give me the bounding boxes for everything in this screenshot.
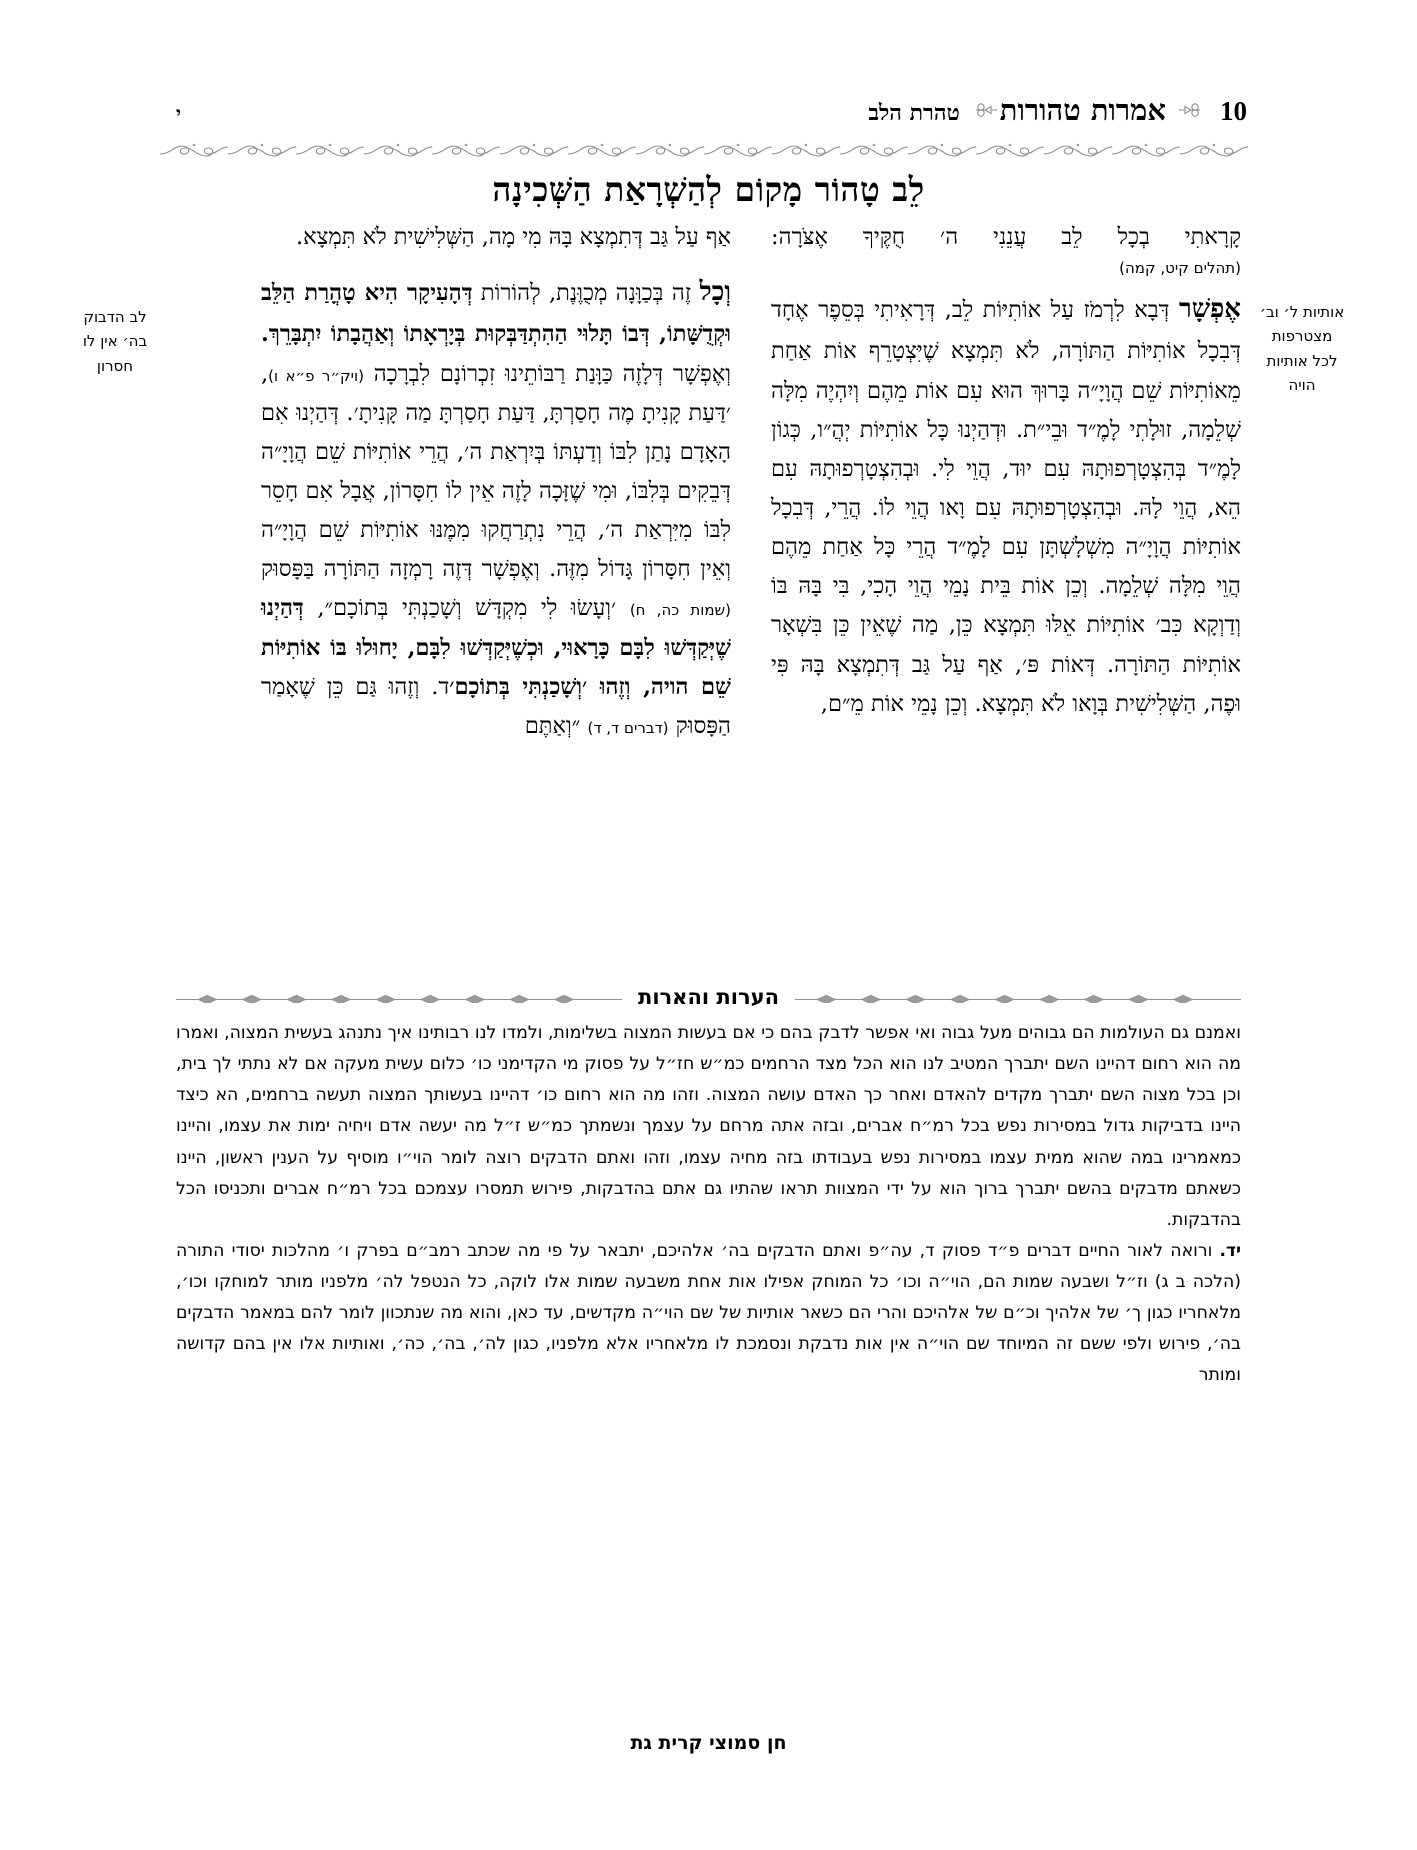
book-title: אמרות טהורות bbox=[999, 93, 1166, 127]
paragraph-left-2-bold-2: דְּהַיְנוּ שֶׁיְּקַדְּשׁוּ לִבָּם כָּרָאוּי, וּכְשֶׁיְּקַדְּשׁוּ לִבָּם, יָחוּלוּ בּוֹ אוֹתִיּוֹת שֵׁם הויה, וְזֶהוּ ׳וְשָׁכַנְתִּי בְּתוֹכָם׳ bbox=[261, 595, 731, 700]
citation-vayikra-rabbah: (ויק״ר פ״א ו) bbox=[268, 366, 364, 385]
flower-divider-icon bbox=[1178, 100, 1204, 122]
opening-verse: קָרָאתִי בְכָל לֵב עֲנֵנִי ה׳ חֻקֶּיךָ אֶצֹּרָה: bbox=[771, 224, 1241, 250]
margin-note-left: לב הדבוק בה׳ אין לו חסרון bbox=[82, 308, 148, 375]
note-marker-yud-dalet: יד. bbox=[1219, 1240, 1242, 1261]
paragraph-left-2-a: זֶה בְּכַוָּנָה מְכֻוֶּנֶת, לְהוֹרוֹת bbox=[472, 280, 700, 307]
page-footer: חן סמוצי קרית גת bbox=[630, 1732, 787, 1754]
paragraph-left-2-f: ״וְאַתֶּם bbox=[524, 712, 588, 739]
paragraph-right-1-text: דְּבָא לִרְמֹז עַל אוֹתִיּוֹת לֵב, דְּרָאִיתִי בְּסֵפֶר אֶחָד דְּבִכָל אוֹתִיּוֹת הַתּוֹרָה, לֹא תִּמְצָא שֶׁיִּצְטָרֵף אוֹת אַחַת מֵאוֹתִיּוֹת שֵׁם הֲוָיָ״ה בָּרוּךְ הוּא עִם אוֹת מֵהֶם וְיִהְיֶה מִלָּה שְׁלֵמָה, זוּלָתִי לָמֶ״ד וּבֵי״ת. וּדְהַיְנוּ כָּל אוֹתִיּוֹת יְהֲ״ו, כְּגוֹן לָמֶ״ד בְּהִצְטָרְפוּתָהּ עִם יוּד, הֲוֵי לִי. וּבְהִצְטָרְפוּתָהּ עִם הֵא, הֲוֵי לָהּ. וּבְהִצְטָרְפוּתָהּ עִם וָאו הֲוֵי לוֹ. הֲרֵי, דְּבִכָל אוֹתִיּוֹת הֲוָיָ״ה מִשְׁלָשְׁתָּן עִם לָמֶ״ד הֲרֵי כָּל אַחַת מֵהֶם הֲוֵי מִלָּה שְׁלֵמָה. וְכֵן אוֹת בֵּית נָמֵי הֲוֵי הָכִי, בִּי בָּהּ בּוֹ וְדַוְקָא כִּב׳ אוֹתִיּוֹת אֵלּוּ תִּמְצָא כֵּן, מַה שֶׁאֵין כֵּן בִּשְׁאָר אוֹתִיּוֹת הַתּוֹרָה. דְּאוֹת פּ׳, אַף עַל גַּב דְּתִמְצָא בָּהּ פִּי וּפֶה, הַשְּׁלִישִׁית בְּוָאו לֹא תִּמְצָא. וְכֵן נָמֵי אוֹת מֵ״ם, bbox=[771, 297, 1241, 717]
page-header bbox=[170, 93, 1247, 140]
lead-word-efshar: אֶפְשָׁר bbox=[1178, 294, 1241, 325]
notes-title: הערות והארות bbox=[637, 985, 780, 1009]
decorative-divider bbox=[160, 140, 1257, 166]
notes-body bbox=[176, 1018, 1241, 1392]
siman-mark: י bbox=[176, 103, 181, 125]
page-number: 10 bbox=[1220, 96, 1247, 126]
flower-divider-icon-2 bbox=[972, 100, 998, 122]
verse-citation: (תהלים קיט, קמה) bbox=[1119, 259, 1241, 278]
paragraph-right-1 bbox=[771, 287, 1241, 724]
citation-devarim: (דברים ד, ד) bbox=[587, 718, 669, 737]
notes-rule-left bbox=[176, 992, 622, 1003]
lead-word-vechol: וְכָל bbox=[699, 277, 731, 308]
paragraph-left-2 bbox=[261, 270, 731, 746]
paragraph-left-2-c: , ׳דַּעַת קָנִיתָ מֶה חָסַרְתָּ, דַּעַת חָסַרְתָּ מַה קָּנִיתָ׳. דְּהַיְנוּ אִם הָאָדָם נָתַן לִבּוֹ וְדַעְתּוֹ בְּיִרְאַת ה׳, הֲרֵי אוֹתִיּוֹת שֵׁם הֲוָיָ״ה דְּבֵקִים בְּלִבּוֹ, וּמִי שֶׁזָּכָה לָזֶה אֵין לוֹ חִסָּרוֹן, אֲבָל אִם חָסֵר לִבּוֹ מִיִּרְאַת ה׳, הֲרֵי נִתְרַחֲקוּ מִמֶּנּוּ אוֹתִיּוֹת שֵׁם הֲוָיָ״ה וְאֵין חִסָּרוֹן גָּדוֹל מִזֶּה. וְאֶפְשָׁר דְּזֶה רָמְזָה הַתּוֹרָה בַּפָּסוּק bbox=[261, 360, 731, 583]
note-paragraph-2-wrapper bbox=[176, 1236, 1241, 1392]
paragraph-left-2-bold-1: דְּהָעִיקָר הִיא טָהֳרַת הַלֵּב וּקְדֻשָּׁתוֹ, דְּבוֹ תָּלוּי הַהִתְדַּבְּקוּת בְּיָרְאָתוֹ וְאַהֲבָתוֹ יִתְבָּרֵךְ. bbox=[261, 280, 731, 348]
column-left bbox=[261, 218, 731, 958]
paragraph-left-2-d: ׳וְעָשׂוּ לִי מִקְדָּשׁ וְשָׁכַנְתִּי בְּתוֹכָם״, bbox=[303, 595, 630, 622]
column-right bbox=[771, 218, 1241, 958]
page-title: לֵב טָהוֹר מָקוֹם לְהַשְׁרָאַת הַשְּׁכִינָה bbox=[492, 170, 925, 209]
note-paragraph-2: ורואה לאור החיים דברים פ״ד פסוק ד, עה״פ ואתם הדבקים בה׳ אלהיכם, יתבאר על פי מה שכתב רמב״ם בפרק ו׳ מהלכות יסודי התורה (הלכה ב ג) וז״ל ושבעה שמות הם, הוי״ה וכו׳ כל המוחק אפילו אות אחת משבעה שמות אלו לוקה, כל הנטפל לה׳ מלפניו מותר למוחקו וכו׳, מלאחריו כגון ך׳ של אלהיך וכ״ם של אלהיכם והרי הם כשאר אותיות של שם הוי״ה מקדשים, עד כאן, והוא מה שנתכוון לומר להם במאמר הדבקים בה׳, פירוש ולפי ששם זה המיוחד שם הוי״ה אין אות נדבקת ונסמכת לו מלאחריו אלא מלפניו, כגון לה׳, בה׳, כה׳, ואותיות אלו אין בהם קדושה ומותר bbox=[176, 1240, 1241, 1386]
notes-section-header bbox=[176, 980, 1241, 1014]
paragraph-left-2-e: ד. וְזֶהוּ גַּם כֵּן שֶׁאָמַר הַפָּסוּק bbox=[261, 673, 731, 739]
note-paragraph-1: ואמנם גם העולמות הם גבוהים מעל גבוה ואי אפשר לדבק בהם כי אם בעשות המצוה בשלימות, ולמדו לנו רבותינו איך נתנהג בעשית המצוה, ואמרו מה הוא רחום דהיינו השם יתברך המטיב לנו הוא הכל מצד הרחמים כמ״ש חז״ל על פסוק מי הקדימני כו׳ כלום עשית מעקה אם לא נתתי לך בית, וכן בכל מצוה השם יתברך מקדים להאדם ואחר כך האדם עושה המצוה. וזהו מה הוא רחום כו׳ דהיינו בעשותך המצוה תעשה ברחמים, הא כיצד היינו בדביקות גדול במסירות נפש בכל רמ״ח אברים, ובזה אתה מרחם על עצמך ונשמתך כמ״ש ז״ל מה יעשה אדם ויחיה ימות את עצמו, והיינו כמאמרינו במה שהוא ממית עצמו במסירות נפש בעבודתו בזה מחיה עצמו, וזהו ואתם הדבקים רוצה לומר הוי״ו מוסיף על הענין ראשון, היינו כשאתם מדבקים בהשם יתברך ברוך הוא על ידי המצוות תראו שהתיו גם אתם בהדבקות, פירוש תמסרו עצמכם בכל רמ״ח אברים ותכניסו הכל בהדבקות. bbox=[176, 1023, 1241, 1230]
paragraph-left-1: אַף עַל גַּב דְּתִמְצָא בָּהּ מִי מָה, הַשְּׁלִישִׁית לֹא תִּמְצָא. bbox=[295, 224, 731, 250]
margin-note-right: אותיות ל׳ וב׳ מצטרפות לכל אותיות הויה bbox=[1259, 303, 1345, 394]
body-columns bbox=[176, 218, 1241, 958]
citation-shemot: (שמות כה, ח) bbox=[629, 601, 731, 620]
paragraph-left-2-b: וְאֶפְשָׁר דְּלָזֶה כַּוָּנַת רַבּוֹתֵינוּ זִכְרוֹנָם לִבְרָכָה bbox=[363, 360, 731, 387]
notes-rule-right bbox=[795, 992, 1241, 1003]
section-title: טהרת הלב bbox=[868, 100, 960, 126]
